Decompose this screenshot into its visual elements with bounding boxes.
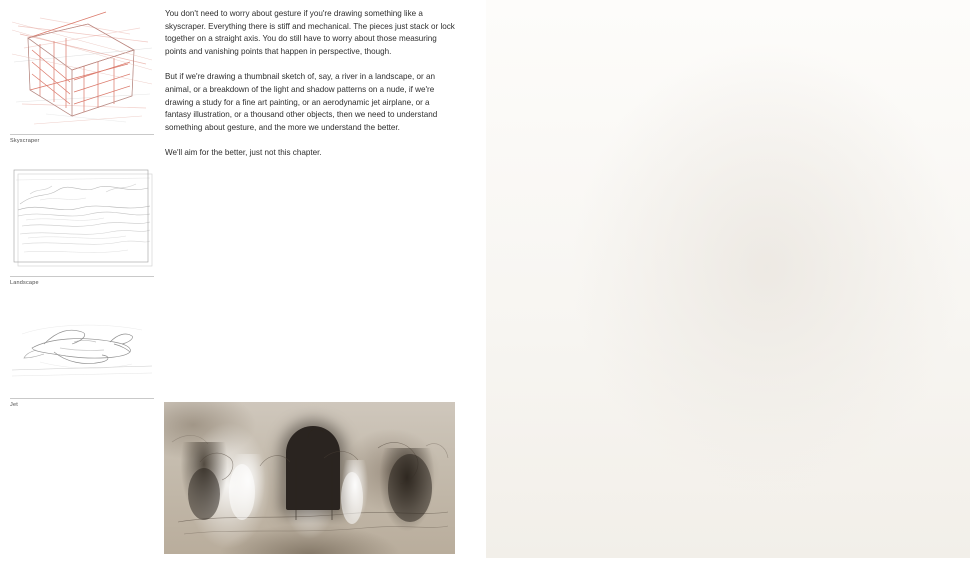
thumbnail-caption-skyscraper: Skyscraper bbox=[10, 134, 154, 144]
thumbnail-skyscraper bbox=[10, 4, 154, 144]
fantasy-illustration-image bbox=[164, 402, 455, 554]
skyscraper-sketch-image bbox=[10, 4, 154, 132]
skyscraper-sketch-svg bbox=[10, 4, 154, 132]
paragraph-3: We'll aim for the better, just not this chapter. bbox=[165, 148, 322, 158]
thumbnail-jet bbox=[10, 308, 154, 408]
thumbnail-landscape bbox=[10, 164, 154, 286]
jet-sketch-svg bbox=[10, 308, 154, 396]
landscape-sketch-image bbox=[10, 164, 154, 274]
landscape-sketch-svg bbox=[10, 164, 154, 274]
jet-sketch-image bbox=[10, 308, 154, 396]
body-text-column bbox=[165, 8, 457, 173]
paragraph-1: You don't need to worry about gesture if you're drawing something like a skyscraper. Everything there is stiff and mechanical. The pieces just stack or lock together on a straight axis. You do still have to worry about those measuring points and vanishing points that happen in perspective, though. bbox=[165, 9, 455, 56]
thumbnail-sidebar bbox=[0, 0, 158, 571]
charcoal-figure-drawing-image bbox=[486, 0, 970, 558]
thumbnail-caption-jet: Jet bbox=[10, 398, 154, 408]
painting-detail-svg bbox=[164, 402, 455, 554]
drawing-paper-tone bbox=[486, 0, 970, 558]
paragraph-2: But if we're drawing a thumbnail sketch of, say, a river in a landscape, or an animal, or a breakdown of the light and shadow patterns on a nude, if we're drawing a study for a fine art painting, or an aerodynamic jet airplane, or a fantasy illustration, or a thousand other objects, then we need to understand something about gesture, and the more we understand the better. bbox=[165, 72, 438, 132]
thumbnail-caption-landscape: Landscape bbox=[10, 276, 154, 286]
